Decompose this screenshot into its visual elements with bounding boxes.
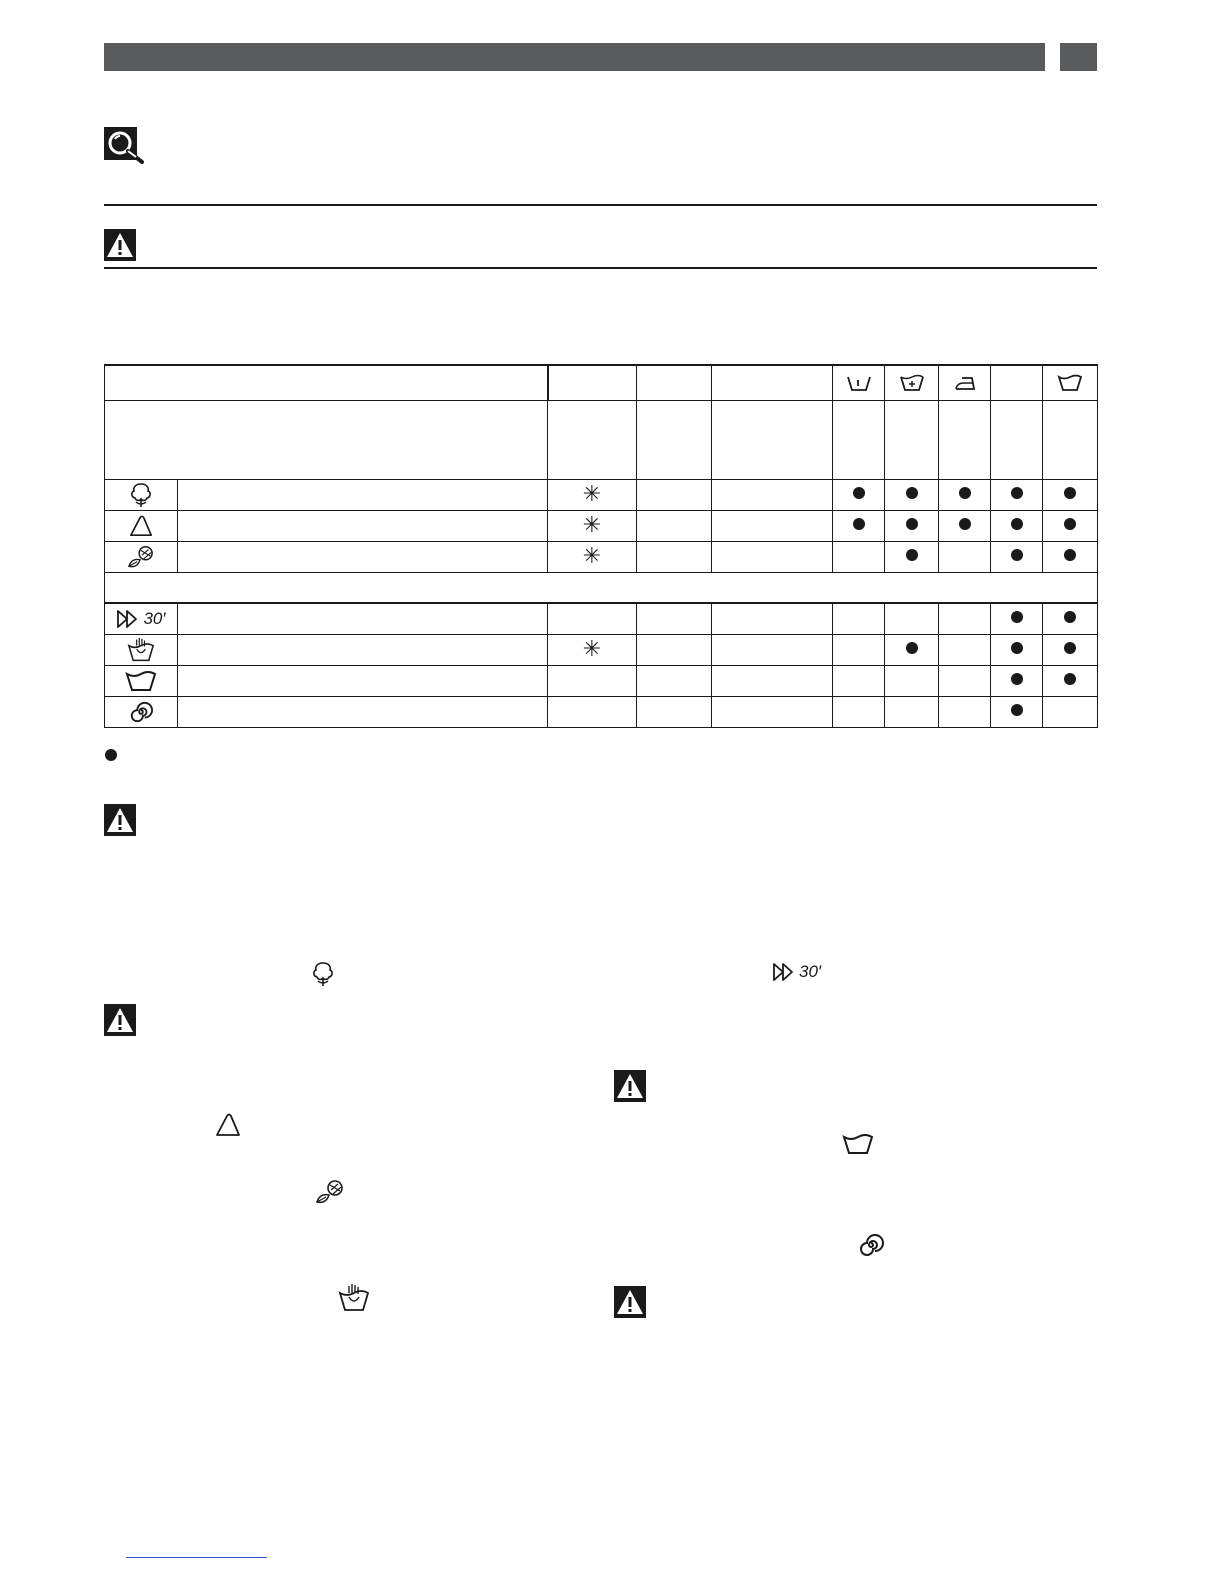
- hand-wash-tub-icon: [338, 1283, 370, 1318]
- hand-wash-tub-icon: [105, 637, 177, 663]
- dot-icon: [1064, 487, 1076, 499]
- cotton-flower-icon: [310, 960, 336, 993]
- quick-time-label: 30′: [799, 962, 822, 981]
- option-cell: [991, 480, 1043, 511]
- star-cell: [548, 511, 637, 542]
- star-icon: ✳: [582, 637, 602, 662]
- empty-cell: [637, 635, 712, 666]
- star-cell: [548, 635, 637, 666]
- option-cell: [833, 603, 885, 635]
- empty-cell: [637, 697, 712, 728]
- star-cell: [548, 542, 637, 573]
- table-row: [105, 603, 1098, 635]
- option-cell: [991, 511, 1043, 542]
- dot-icon: [1011, 673, 1023, 685]
- empty-cell: [712, 542, 833, 573]
- program-table: [104, 364, 1098, 728]
- prewash-tub-icon: [846, 374, 872, 392]
- subheader-cell: [105, 401, 548, 480]
- wool-yarn-icon: [314, 1178, 346, 1211]
- program-name-cell: [178, 666, 548, 697]
- option-cell: [885, 666, 939, 697]
- option-cell: [1043, 511, 1098, 542]
- table-row: [105, 697, 1098, 728]
- empty-cell: [712, 635, 833, 666]
- dot-icon: [1064, 518, 1076, 530]
- magnifier-icon: [104, 127, 146, 170]
- quick-program-label: [772, 962, 821, 982]
- program-icon-cell: [105, 666, 178, 697]
- program-name-cell: [178, 480, 548, 511]
- dot-icon: [906, 642, 918, 654]
- option-cell: [1043, 603, 1098, 635]
- warning-triangle-icon: [104, 229, 136, 261]
- option-cell: [833, 666, 885, 697]
- warning-triangle-icon: [614, 1286, 646, 1318]
- synthetic-triangle-icon: [105, 514, 177, 538]
- option-cell: [939, 666, 991, 697]
- footer-link-underline: [126, 1557, 267, 1558]
- header-cell-tub: [1043, 365, 1098, 401]
- dot-icon: [959, 518, 971, 530]
- option-cell: [885, 480, 939, 511]
- option-cell: [833, 542, 885, 573]
- program-icon-cell: [105, 480, 178, 511]
- table-row: [105, 666, 1098, 697]
- header-cell: [991, 365, 1043, 401]
- dot-icon: [1064, 642, 1076, 654]
- option-cell: [833, 511, 885, 542]
- table-row: [105, 480, 1098, 511]
- header-cell: [548, 365, 637, 401]
- dot-icon: [1064, 673, 1076, 685]
- dot-icon: [1011, 611, 1023, 623]
- empty-cell: [637, 666, 712, 697]
- dot-icon: [853, 518, 865, 530]
- option-cell: [1043, 697, 1098, 728]
- header-cell-wash: [885, 365, 939, 401]
- program-rows-special: [105, 603, 1098, 728]
- dot-icon: [1011, 704, 1023, 716]
- program-rows-main: [105, 480, 1098, 573]
- option-cell: [939, 542, 991, 573]
- warning-triangle-icon: [614, 1070, 646, 1102]
- empty-cell: [712, 480, 833, 511]
- spin-spiral-icon: [105, 700, 177, 724]
- tub-icon: [1057, 374, 1083, 392]
- option-cell: [939, 697, 991, 728]
- star-icon: ✳: [582, 544, 602, 569]
- option-cell: [939, 635, 991, 666]
- spin-spiral-icon: [858, 1232, 884, 1263]
- legend-dot-icon: [105, 749, 117, 761]
- table-separator-row: [105, 573, 1098, 604]
- table-header-row: [105, 365, 1098, 401]
- program-icon-cell: [105, 635, 178, 666]
- program-name-cell: [178, 635, 548, 666]
- option-cell: [1043, 635, 1098, 666]
- dot-icon: [959, 487, 971, 499]
- fast-forward-icon: [105, 609, 177, 629]
- dot-icon: [1011, 487, 1023, 499]
- option-cell: [939, 511, 991, 542]
- table-subheader-row: [105, 401, 1098, 480]
- header-cell-prewash: [833, 365, 885, 401]
- rinse-tub-icon: [842, 1133, 874, 1160]
- star-cell: [548, 603, 637, 635]
- iron-icon: [952, 374, 978, 392]
- star-cell: [548, 697, 637, 728]
- option-cell: [885, 635, 939, 666]
- page-number-box: [1060, 43, 1097, 71]
- option-cell: [991, 542, 1043, 573]
- star-icon: ✳: [582, 513, 602, 538]
- dot-icon: [1011, 549, 1023, 561]
- option-cell: [885, 542, 939, 573]
- option-cell: [991, 603, 1043, 635]
- option-cell: [991, 697, 1043, 728]
- section-divider-2: [104, 267, 1097, 269]
- empty-cell: [637, 480, 712, 511]
- program-icon-cell: [105, 542, 178, 573]
- option-cell: [939, 480, 991, 511]
- empty-cell: [637, 511, 712, 542]
- option-cell: [833, 635, 885, 666]
- empty-cell: [712, 666, 833, 697]
- option-cell: [1043, 480, 1098, 511]
- option-cell: [833, 697, 885, 728]
- header-bar: [104, 43, 1045, 71]
- dot-icon: [1064, 549, 1076, 561]
- option-cell: [885, 697, 939, 728]
- empty-cell: [712, 603, 833, 635]
- header-cell: [712, 365, 833, 401]
- program-icon-cell: [105, 697, 178, 728]
- empty-cell: [712, 511, 833, 542]
- option-cell: [1043, 666, 1098, 697]
- header-cell-program: [105, 365, 548, 401]
- warning-triangle-icon: [104, 804, 136, 836]
- program-name-cell: [178, 542, 548, 573]
- dot-icon: [906, 487, 918, 499]
- option-cell: [885, 603, 939, 635]
- wool-yarn-icon: [105, 544, 177, 570]
- empty-cell: [712, 697, 833, 728]
- option-cell: [885, 511, 939, 542]
- rinse-tub-icon: [105, 670, 177, 692]
- synthetic-triangle-icon: [214, 1112, 242, 1143]
- star-cell: [548, 480, 637, 511]
- cotton-flower-icon: [105, 481, 177, 509]
- header-cell-iron: [939, 365, 991, 401]
- dot-icon: [906, 518, 918, 530]
- warning-triangle-icon: [104, 1004, 136, 1036]
- option-cell: [833, 480, 885, 511]
- dot-icon: [1064, 611, 1076, 623]
- empty-cell: [637, 603, 712, 635]
- star-icon: ✳: [582, 482, 602, 507]
- section-divider: [104, 204, 1097, 206]
- program-name-cell: [178, 511, 548, 542]
- dot-icon: [853, 487, 865, 499]
- option-cell: [991, 666, 1043, 697]
- table-row: [105, 542, 1098, 573]
- dot-icon: [1011, 642, 1023, 654]
- empty-cell: [637, 542, 712, 573]
- option-cell: [991, 635, 1043, 666]
- header-cell: [637, 365, 712, 401]
- option-cell: [1043, 542, 1098, 573]
- program-name-cell: [178, 697, 548, 728]
- table-row: [105, 635, 1098, 666]
- quick-time-label: 30′: [143, 609, 166, 628]
- fast-forward-icon: [772, 962, 796, 982]
- dot-icon: [906, 549, 918, 561]
- program-icon-cell: [105, 511, 178, 542]
- table-row: [105, 511, 1098, 542]
- wash-tub-icon: [899, 374, 925, 392]
- dot-icon: [1011, 518, 1023, 530]
- star-cell: [548, 666, 637, 697]
- program-icon-cell: [105, 603, 178, 635]
- program-name-cell: [178, 603, 548, 635]
- option-cell: [939, 603, 991, 635]
